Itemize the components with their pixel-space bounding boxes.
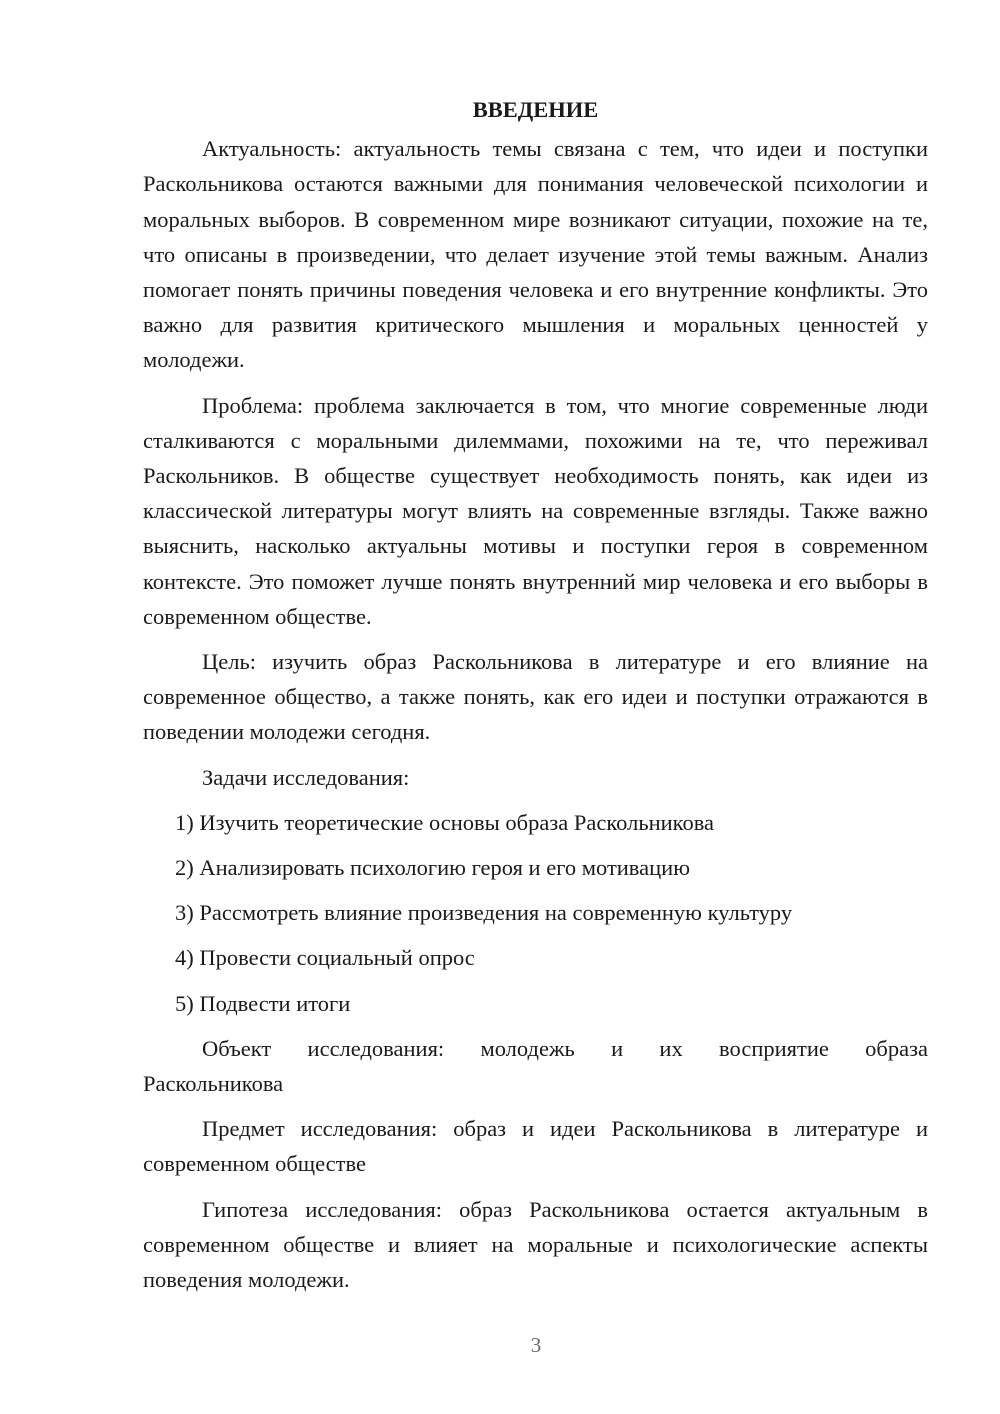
- relevance-paragraph: Актуальность: актуальность темы связана с тем, что идеи и поступки Раскольникова остаются важными для понимания человеческой психологии и моральных выборов. В современном мире возникают ситуации, похожие на те, что описаны в произведении, что делает изучение этой темы важным. Анализ помогает понять причины поведения человека и его внутренние конфликты. Это важно для развития критического мышления и моральных ценностей у молодежи.: [143, 136, 928, 373]
- object-line-continuation: Раскольникова: [143, 1071, 284, 1097]
- task-item: 3) Рассмотреть влияние произведения на современную культуру: [175, 900, 793, 926]
- object-paragraph: [143, 1031, 928, 1101]
- tasks-list: [143, 805, 928, 1021]
- tasks-heading: Задачи исследования:: [202, 764, 410, 790]
- subject-paragraph: Предмет исследования: образ и идеи Раскольникова в литературе и современном обществе: [143, 1116, 928, 1177]
- hypothesis-paragraph: Гипотеза исследования: образ Раскольникова остается актуальным в современном обществе и влияет на моральные и психологические аспекты поведения молодежи.: [143, 1196, 928, 1293]
- problem-paragraph: Проблема: проблема заключается в том, что многие современные люди сталкиваются с моральными дилеммами, похожими на те, что переживал Раскольников. В обществе существует необходимость понять, как идеи из классической литературы могут влиять на современные взгляды. Также важно выяснить, насколько актуальны мотивы и поступки героя в современном контексте. Это поможет лучше понять внутренний мир человека и его выборы в современном обществе.: [143, 392, 928, 629]
- document-body: [143, 92, 928, 1307]
- object-line: Объект исследования: молодежь и их восприятие образа: [202, 1035, 928, 1061]
- task-item: 1) Изучить теоретические основы образа Раскольникова: [175, 809, 715, 835]
- page-number: 3: [530, 1333, 542, 1357]
- section-title: ВВЕДЕНИЕ: [472, 97, 599, 122]
- goal-paragraph: Цель: изучить образ Раскольникова в литературе и его влияние на современное общество, а также понять, как его идеи и поступки отражаются в поведении молодежи сегодня.: [143, 649, 928, 745]
- task-item: 5) Подвести итоги: [175, 990, 351, 1016]
- task-item: 2) Анализировать психологию героя и его мотивацию: [175, 855, 691, 881]
- task-item: 4) Провести социальный опрос: [175, 945, 475, 971]
